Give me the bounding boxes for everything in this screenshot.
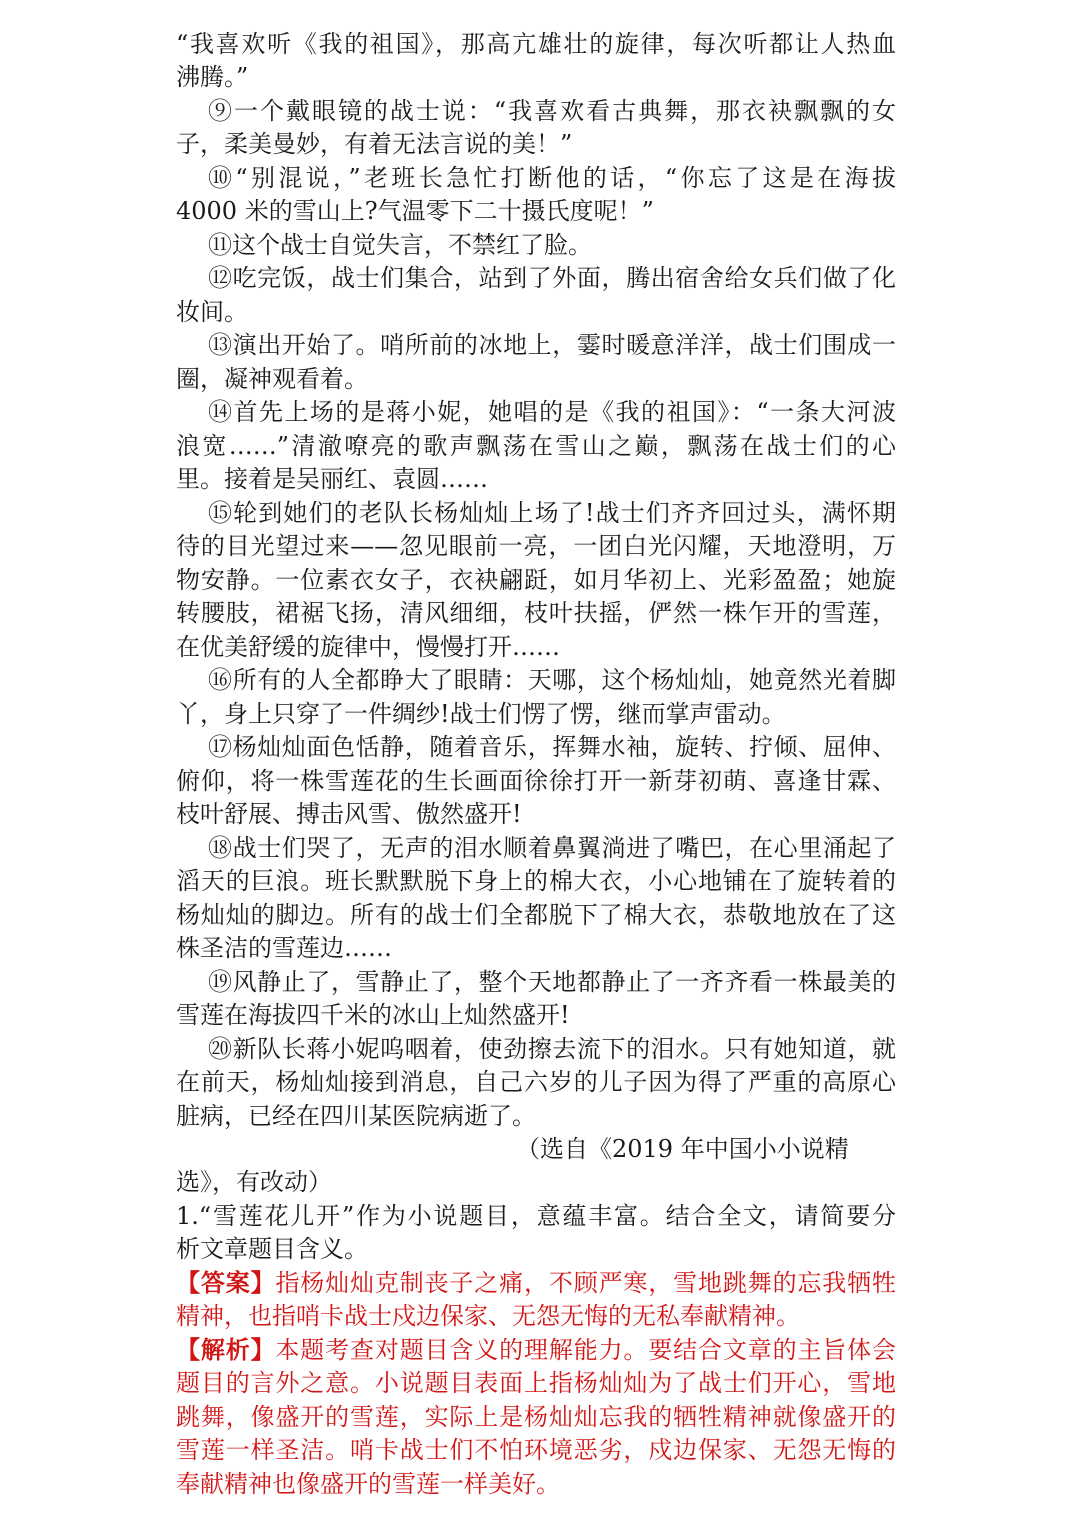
text-line: 脏病，已经在四川某医院病逝了。 xyxy=(176,1102,536,1130)
text-line: 丫，身上只穿了一件绸纱!战士们愣了愣，继而掌声雷动。 xyxy=(176,700,786,728)
answer-tag: 【答案】 xyxy=(176,1268,276,1297)
text-line: 俯仰，将一株雪莲花的生长画面徐徐打开一新芽初萌、喜逢甘霖、 xyxy=(176,767,896,795)
text-line: 雪莲在海拔四千米的冰山上灿然盛开! xyxy=(176,1001,570,1029)
text-line: 待的目光望过来——忽见眼前一亮，一团白光闪耀，天地澄明，万 xyxy=(176,532,896,560)
analysis-line: 跳舞，像盛开的雪莲，实际上是杨灿灿忘我的牺牲精神就像盛开的 xyxy=(176,1403,896,1431)
question-1: 1.“雪莲花儿开”作为小说题目，意蕴丰富。结合全文，请简要分 xyxy=(176,1202,896,1230)
analysis-line: 雪莲一样圣洁。哨卡战士们不怕环境恶劣，戍边保家、无怨无悔的 xyxy=(176,1436,896,1464)
paragraph-19: ⑲风静止了，雪静止了，整个天地都静止了一齐齐看一株最美的 xyxy=(208,968,896,996)
paragraph-9: ⑨一个戴眼镜的战士说：“我喜欢看古典舞，那衣袂飘飘的女 xyxy=(208,97,896,125)
answer-line: 精神，也指哨卡战士戍边保家、无怨无悔的无私奉献精神。 xyxy=(176,1302,800,1330)
text-line: 枝叶舒展、搏击风雪、傲然盛开! xyxy=(176,800,522,828)
source-note-cont: 选》，有改动） xyxy=(176,1168,332,1196)
text-line: 4000 米的雪山上?气温零下二十摄氏度呢！” xyxy=(176,197,654,225)
text-line: 圈，凝神观看着。 xyxy=(176,365,368,393)
text-line: “我喜欢听《我的祖国》，那高亢雄壮的旋律，每次听都让人热血 xyxy=(176,30,896,58)
text-line: 转腰肢，裙裾飞扬，清风细细，枝叶扶摇，俨然一株乍开的雪莲， xyxy=(176,599,896,627)
paragraph-18: ⑱战士们哭了，无声的泪水顺着鼻翼淌进了嘴巴，在心里涌起了 xyxy=(208,834,896,862)
paragraph-13: ⑬演出开始了。哨所前的冰地上，霎时暖意洋洋，战士们围成一 xyxy=(208,331,896,359)
paragraph-10: ⑩“别混说，”老班长急忙打断他的话，“你忘了这是在海拔 xyxy=(208,164,896,192)
text-line: 株圣洁的雪莲边…… xyxy=(176,934,392,962)
answer-line: 【答案】指杨灿灿克制丧子之痛，不顾严寒，雪地跳舞的忘我牺牲 xyxy=(176,1268,897,1297)
text-line: 里。接着是吴丽红、袁圆…… xyxy=(176,465,488,493)
source-note: （选自《2019 年中国小小说精 xyxy=(516,1135,849,1163)
text-line: 妆间。 xyxy=(176,298,248,326)
analysis-line: 奉献精神也像盛开的雪莲一样美好。 xyxy=(176,1470,560,1498)
paragraph-20: ⑳新队长蒋小妮呜咽着，使劲擦去流下的泪水。只有她知道，就 xyxy=(208,1035,896,1063)
analysis-line: 题目的言外之意。小说题目表面上指杨灿灿为了战士们开心，雪地 xyxy=(176,1369,896,1397)
text-line: 在优美舒缓的旋律中，慢慢打开…… xyxy=(176,633,560,661)
analysis-tag: 【解析】 xyxy=(176,1335,276,1364)
text-line: 杨灿灿的脚边。所有的战士们全都脱下了棉大衣，恭敬地放在了这 xyxy=(176,901,896,929)
paragraph-16: ⑯所有的人全都睁大了眼睛：天哪，这个杨灿灿，她竟然光着脚 xyxy=(208,666,896,694)
text-line: 浪宽……”清澈嘹亮的歌声飘荡在雪山之巅，飘荡在战士们的心 xyxy=(176,432,896,460)
paragraph-17: ⑰杨灿灿面色恬静，随着音乐，挥舞水袖，旋转、拧倾、屈伸、 xyxy=(208,733,896,761)
text-line: 析文章题目含义。 xyxy=(176,1235,368,1263)
paragraph-14: ⑭首先上场的是蒋小妮，她唱的是《我的祖国》：“一条大河波 xyxy=(208,398,896,426)
text-line: 滔天的巨浪。班长默默脱下身上的棉大衣，小心地铺在了旋转着的 xyxy=(176,867,896,895)
paragraph-11: ⑪这个战士自觉失言，不禁红了脸。 xyxy=(208,231,592,259)
text-line: 在前天，杨灿灿接到消息，自己六岁的儿子因为得了严重的高原心 xyxy=(176,1068,896,1096)
paragraph-15: ⑮轮到她们的老队长杨灿灿上场了!战士们齐齐回过头，满怀期 xyxy=(208,499,896,527)
analysis-line: 【解析】本题考查对题目含义的理解能力。要结合文章的主旨体会 xyxy=(176,1335,897,1364)
text-line: 沸腾。” xyxy=(176,63,249,91)
text-line: 子，柔美曼妙，有着无法言说的美！” xyxy=(176,130,573,158)
paragraph-12: ⑫吃完饭，战士们集合，站到了外面，腾出宿舍给女兵们做了化 xyxy=(208,264,896,292)
text-line: 物安静。一位素衣女子，衣袂翩跹，如月华初上、光彩盈盈；她旋 xyxy=(176,566,896,594)
